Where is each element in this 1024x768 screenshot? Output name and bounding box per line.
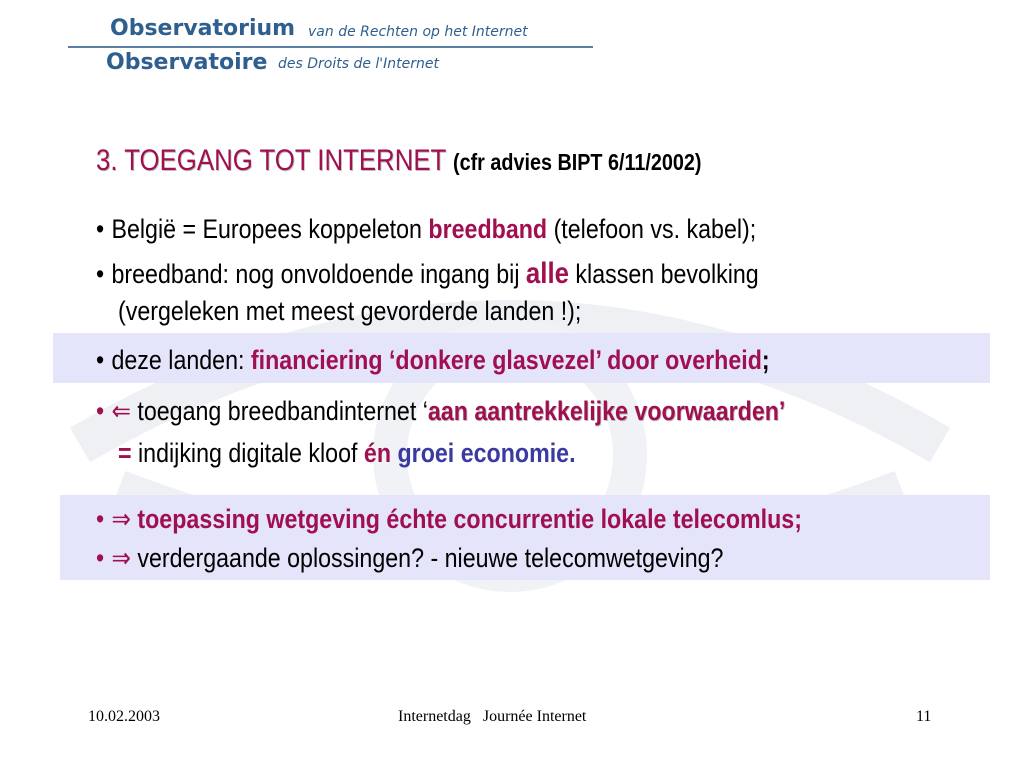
logo-nl-subtitle: van de Rechten op het Internet (308, 24, 528, 40)
bullet-onvoldoende-ingang-continued: (vergeleken met meest gevorderde landen !); (118, 296, 582, 326)
bullet-dot-icon: • (96, 214, 105, 244)
slide-title (96, 144, 701, 178)
right-arrow-icon: ⇒ (111, 543, 131, 573)
bullet-toegang-continued: = indijking digitale kloof én groei economie. (118, 438, 576, 468)
logo-nl-name: Observatorium (110, 16, 296, 41)
logo-fr-subtitle: des Droits de l'Internet (278, 56, 439, 72)
footer-event: Internetdag Journée Internet (398, 708, 587, 725)
bullet-dot-icon: • (96, 259, 105, 289)
bullet-toepassing-wetgeving: • ⇒ toepassing wetgeving échte concurrentie lokale telecomlus; (96, 504, 802, 534)
footer-date: 10.02.2003 (88, 708, 160, 725)
bullet-toegang-breedbandinternet: • ⇐ toegang breedbandinternet ‘aan aantrekkelijke voorwaarden’ (96, 396, 786, 426)
bullet-breedband-belgium: • België = Europees koppeleton breedband (telefoon vs. kabel); (96, 214, 757, 244)
title-main: 3. TOEGANG TOT INTERNET (96, 144, 446, 177)
title-reference: (cfr advies BIPT 6/11/2002) (453, 149, 702, 175)
bullet-onvoldoende-ingang: • breedband: nog onvoldoende ingang bij alle klassen bevolking (96, 257, 759, 290)
bullet-dot-icon: • (96, 543, 105, 573)
right-arrow-icon: ⇒ (111, 504, 131, 534)
bullet-dot-icon: • (96, 396, 105, 426)
bullet-dot-icon: • (96, 504, 105, 534)
bullet-deze-landen: • deze landen: financiering ‘donkere glasvezel’ door overheid; (96, 345, 770, 375)
bullet-verdergaande-oplossingen: • ⇒ verdergaande oplossingen? - nieuwe telecomwetgeving? (96, 543, 724, 573)
footer-page-number: 11 (916, 708, 932, 725)
bullet-dot-icon: • (96, 345, 105, 375)
left-arrow-icon: ⇐ (111, 396, 131, 426)
logo-divider (68, 46, 593, 48)
logo-fr-name: Observatoire (106, 50, 268, 75)
